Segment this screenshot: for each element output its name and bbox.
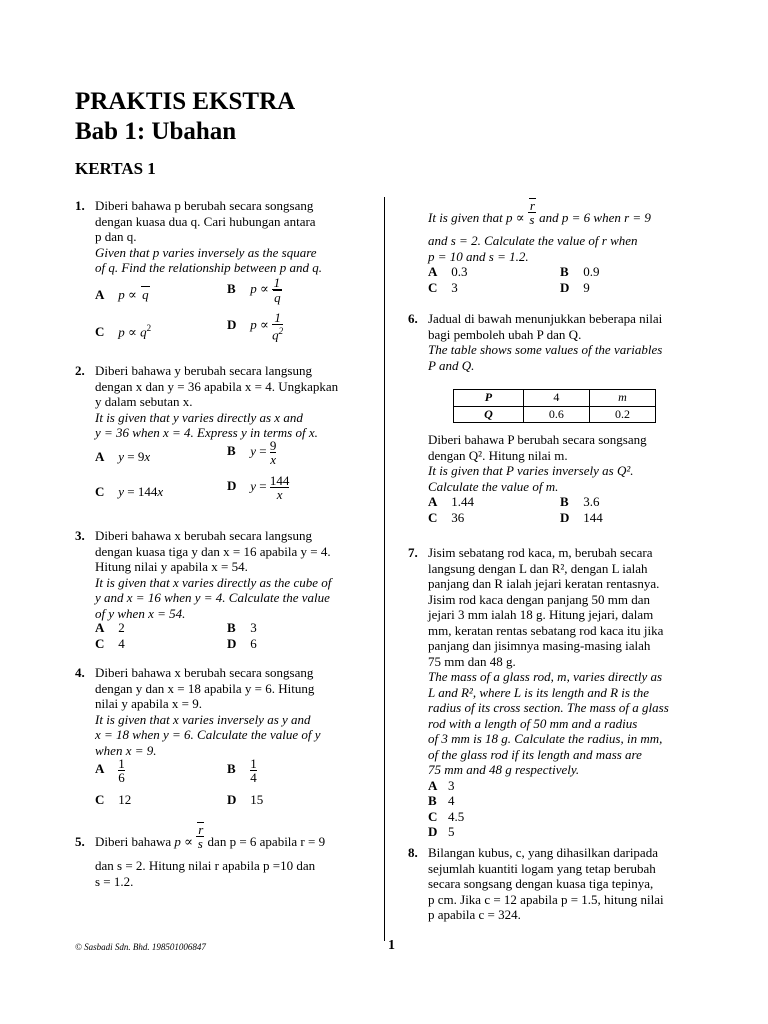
question-text: Jisim rod kaca dengan panjang 50 mm dan [428,591,651,607]
question-text: dengan x dan y = 36 apabila x = 4. Ungkapkan [95,378,339,394]
option-value: 144 [583,510,603,525]
option-a[interactable] [95,757,125,784]
option-label: C [95,792,105,807]
right-column [408,198,708,938]
option-a[interactable] [95,620,125,636]
question-number: 7. [408,545,418,560]
question-text-english: of q. Find the relationship between p and q. [95,260,322,275]
option-label: B [428,793,437,808]
fraction-numerator: r [529,198,535,213]
question-number: 3. [75,528,85,543]
table-cell: P [454,390,524,407]
question-text: Diberi bahawa [95,834,172,849]
question-text-english: y = 36 when x = 4. Express y in terms of x. [95,425,318,440]
question-text: p dan q. [95,229,137,244]
question-number: 2. [75,363,85,378]
fraction-denominator: 6 [118,770,125,785]
question-number: 6. [408,311,418,326]
question-text-english: L and R², where L is its length and R is the [428,684,650,700]
question-text-english: P and Q. [428,357,475,373]
option-label: D [560,280,570,295]
option-label: B [227,280,236,296]
question-text: sejumlah kuantiti logam yang tetap berubah [428,860,656,876]
question-text-english: It is given that x varies inversely as y and [95,711,311,727]
option-b[interactable] [560,264,600,280]
option-value: 3 [451,280,458,295]
question-text: nilai y apabila x = 9. [95,696,202,711]
question-text-english: It is given that x varies directly as the cube of [95,574,332,590]
table-cell: m [589,390,655,407]
fraction-numerator: 1 [118,756,125,771]
option-label: D [227,317,237,333]
option-c[interactable]: C $p \propto q^2$ [95,323,152,340]
option-value: 3 [448,777,455,793]
option-value: 2 [118,620,125,635]
option-a[interactable] [428,264,468,280]
option-label: A [95,449,105,464]
table-cell: 0.2 [589,406,655,423]
question-text-english: Calculate the value of m. [428,478,559,494]
option-label: B [560,264,569,279]
table-cell: Q [454,406,524,423]
option-value: 15 [250,792,264,807]
question-text: dengan y dan x = 18 apabila y = 6. Hitung [95,680,315,696]
question-text: dan s = 2. Hitung nilai r apabila p =10 dan [95,858,316,873]
question-text-english: It is given that y varies directly as x and [95,409,303,425]
question-text: secara songsang dengan kuasa tiga tepinya, [428,876,654,891]
question-text-english: rod with a length of 50 mm and a radius [428,715,638,731]
question-number: 4. [75,665,85,680]
question-text-english: It is given that P varies inversely as Q². [428,463,634,478]
option-d[interactable] [428,824,703,840]
option-d[interactable] [560,280,590,296]
option-b[interactable] [560,494,600,510]
option-label: B [227,620,236,635]
option-label: D [227,636,237,651]
question-text-english: and s = 2. Calculate the value of r when [428,233,638,248]
option-label: A [428,264,438,279]
fraction-denominator: s [529,212,535,227]
option-c[interactable] [95,636,125,652]
question-text: Hitung nilai y apabila x = 54. [95,559,248,574]
fraction-numerator: r [198,822,204,837]
option-value: 3 [250,620,257,635]
question-text: Diberi bahawa x berubah secara songsang [95,665,314,680]
fraction-numerator: 1 [250,756,257,771]
option-label: C [95,636,105,651]
option-label: D [227,792,237,807]
option-c[interactable] [428,510,464,526]
chapter-title: Bab 1: Ubahan [75,118,237,145]
fraction-denominator: 4 [250,770,257,785]
question-text-english: y and x = 16 when y = 4. Calculate the value [95,590,330,605]
question-text: Jisim sebatang rod kaca, m, berubah secara [428,545,653,560]
question-text: Diberi bahawa x berubah secara langsung [95,528,312,543]
question-text: Diberi bahawa y berubah secara langsung [95,363,312,378]
option-a[interactable]: A y = 9x [95,449,151,464]
question-text: bagi pemboleh ubah P dan Q. [428,326,582,342]
option-label: D [428,824,438,839]
option-label: A [95,761,105,777]
option-b[interactable] [428,793,703,809]
question-text: s = 1.2. [95,873,134,889]
question-number: 5. [75,834,85,849]
question-text: Jadual di bawah menunjukkan beberapa nilai [428,311,663,326]
option-b[interactable] [227,757,257,784]
question-text-english: p = 10 and s = 1.2. [428,248,529,264]
table-cell: 0.6 [523,406,589,423]
question-text-english: and p = 6 when r = 9 [539,210,651,225]
option-value: 5 [448,824,455,839]
option-value: 36 [451,510,465,525]
question-text: dengan kuasa dua q. Cari hubungan antara [95,213,316,229]
table-row [454,406,656,423]
question-text-english: It is given that [428,210,503,225]
option-a[interactable] [428,494,474,510]
column-divider [384,197,385,941]
option-label: A [95,287,105,302]
question-text-english: radius of its cross section. The mass of a glass [428,700,669,715]
question-text: 75 mm dan 48 g. [428,653,516,669]
question-text: panjang dan R ialah jejari keratan rentasnya. [428,576,660,591]
option-value: 1.44 [451,494,474,509]
proportional-expression: p ∝ [506,210,525,225]
option-value: 9 [583,280,590,295]
option-d[interactable] [227,636,257,652]
option-c[interactable] [428,280,458,296]
page-title: PRAKTIS EKSTRA [75,88,296,115]
option-label: A [428,494,438,509]
option-b[interactable]: B p ∝ $\frac{1}{q}$ [227,275,281,305]
question-text: dengan Q². Hitung nilai m. [428,447,568,463]
option-a[interactable] [428,778,703,794]
option-d[interactable]: D y = $\frac{144}{x}$ [227,473,290,502]
option-value: 4 [118,636,125,651]
option-a[interactable]: A p ∝ q [95,287,149,302]
question-text-english: The table shows some values of the variables [428,342,663,357]
question-number: 8. [408,845,418,860]
option-c[interactable]: C y = 144x [95,484,164,499]
option-c[interactable] [428,809,703,825]
question-text: Bilangan kubus, c, yang dihasilkan daripada [428,845,658,860]
table-cell: 4 [523,390,589,407]
question-text-english: Given that p varies inversely as the square [95,244,317,260]
question-text-english: The mass of a glass rod, m, varies directly as [428,669,663,684]
option-value: 0.3 [451,264,468,279]
question-text-english: of 3 mm is 18 g. Calculate the radius, in mm, [428,731,663,746]
option-d[interactable] [227,792,263,808]
option-value: 0.9 [583,264,600,279]
option-label: D [227,478,237,494]
option-b[interactable] [227,620,257,636]
question-text-english: x = 18 when y = 6. Calculate the value of y [95,727,321,742]
option-value: 3.6 [583,494,600,509]
option-label: D [560,510,570,525]
fraction-denominator: s [197,836,203,851]
option-value: 4.5 [448,808,465,824]
option-label: C [428,280,438,295]
option-value: 6 [250,636,257,651]
option-value: 12 [118,792,132,807]
option-c[interactable] [95,792,131,808]
proportional-expression: p ∝ [174,834,193,849]
option-label: B [227,761,236,777]
option-value: 4 [448,793,455,808]
question-text: Diberi bahawa P berubah secara songsang [428,432,647,447]
question-text: dengan kuasa tiga y dan x = 16 apabila y = 4. [95,543,331,559]
question-text: jejari 3 mm ialah 18 g. Hitung jejari, dalam [428,607,654,622]
question-text: p apabila c = 324. [428,907,521,922]
option-label: C [428,510,438,525]
copyright-footer: © Sasbadi Sdn. Bhd. 198501006847 [75,942,206,952]
question-text-english: of y when x = 54. [95,605,186,621]
option-label: C [95,484,105,499]
option-label: A [95,620,105,635]
question-text-english: when x = 9. [95,742,157,758]
question-text: y dalam sebutan x. [95,394,193,409]
option-label: C [95,324,105,340]
option-label: A [428,777,438,793]
question-text: Diberi bahawa p berubah secara songsang [95,198,314,213]
option-label: C [428,808,438,824]
question-text: dan p = 6 apabila r = 9 [207,834,326,849]
question-text: mm, keratan rentas sebatang rod kaca itu jika [428,622,664,638]
option-b[interactable]: B y = $\frac{9}{x}$ [227,438,277,467]
values-table [453,389,656,423]
question-text: langsung dengan L dan R², dengan L ialah [428,560,648,576]
table-row [454,390,656,407]
option-d[interactable] [560,510,603,526]
left-column [75,198,375,898]
question-number: 1. [75,198,85,213]
page-number: 1 [388,938,395,953]
option-label: B [227,443,236,459]
section-title: KERTAS 1 [75,159,156,178]
question-text: panjang dan jisimnya masing-masing ialah [428,638,651,653]
option-label: B [560,494,569,509]
question-text: p cm. Jika c = 12 apabila p = 1.5, hitung nilai [428,891,664,907]
question-text-english: 75 mm and 48 g respectively. [428,762,580,777]
option-d[interactable]: D p ∝ $\frac{1}{q^2}$ [227,310,284,343]
question-text-english: of the glass rod if its length and mass are [428,746,642,762]
